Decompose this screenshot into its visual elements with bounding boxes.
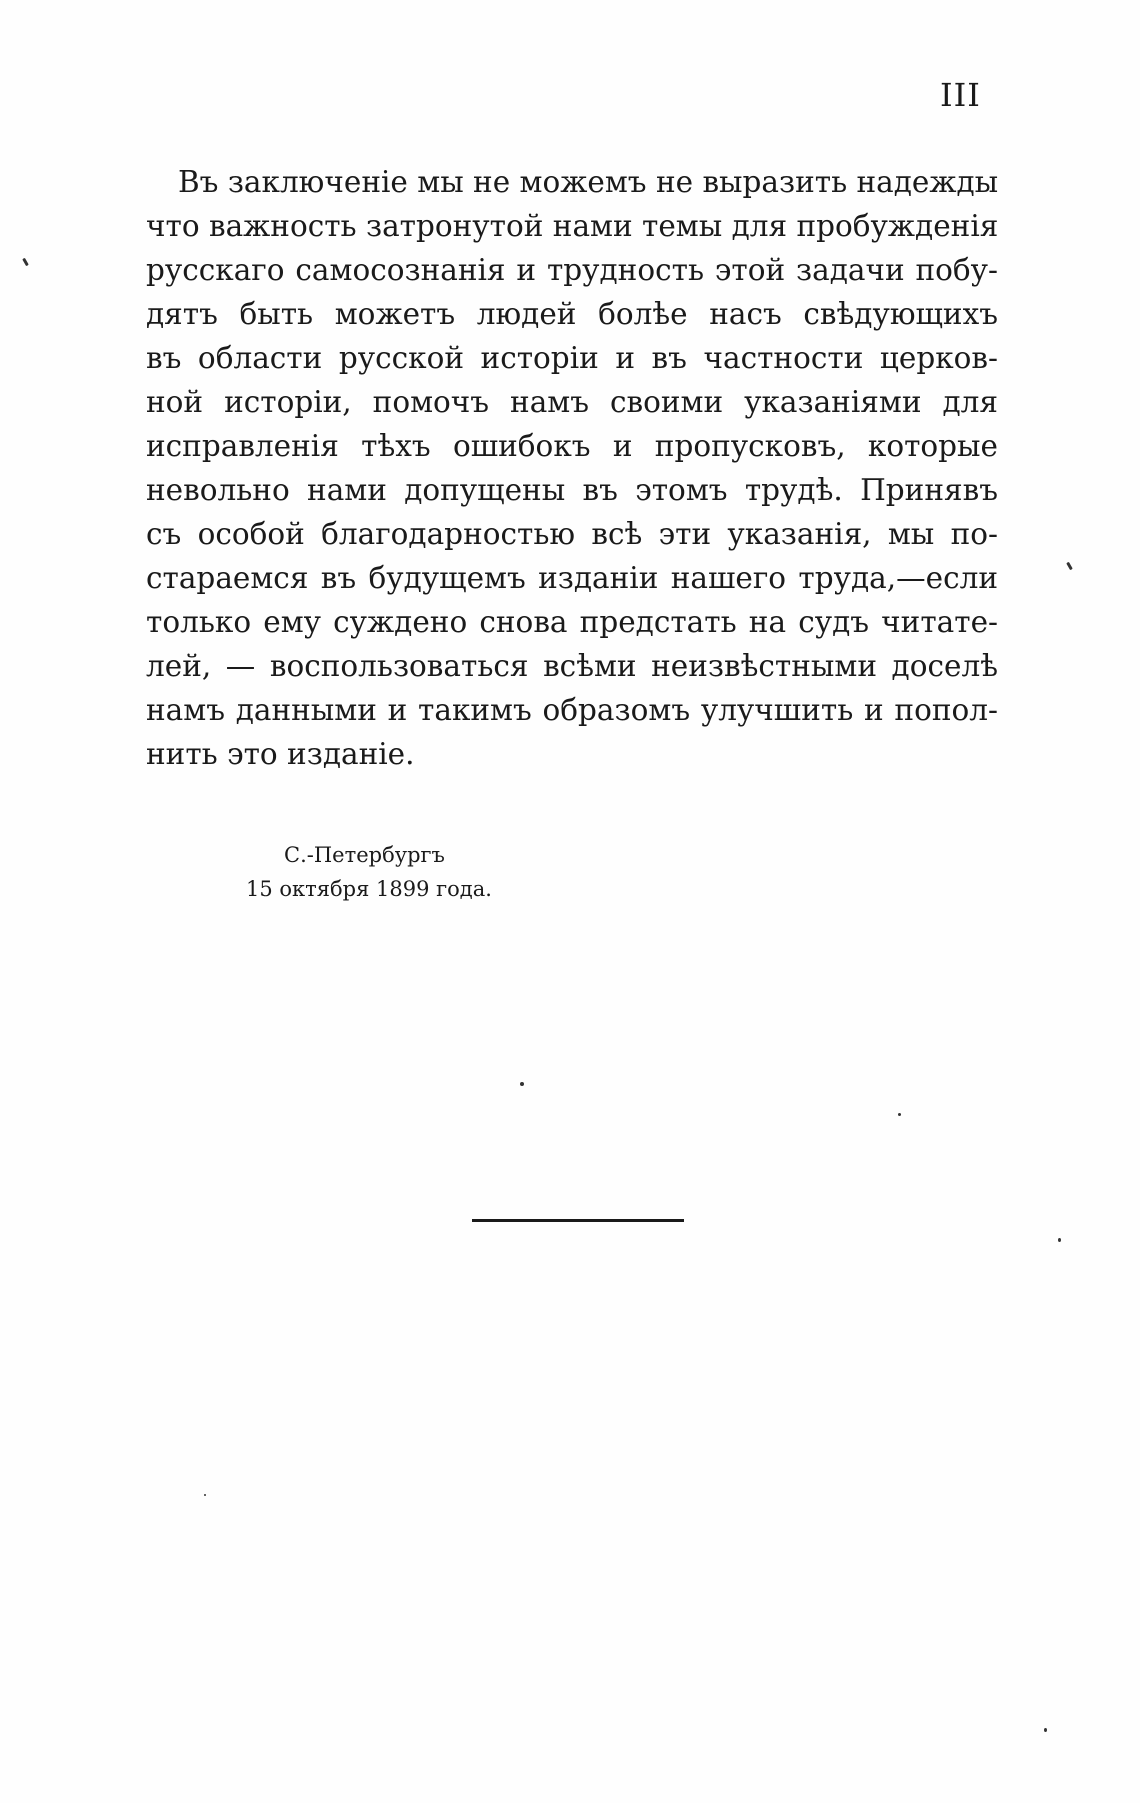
body-text bbox=[146, 160, 998, 776]
text-line: что важность затронутой нами темы для пробужденія bbox=[146, 209, 999, 243]
scan-speck bbox=[1066, 562, 1073, 570]
signature-date: 15 октября 1899 года. bbox=[246, 877, 492, 901]
text-line: намъ данными и такимъ образомъ улучшить и попол- bbox=[146, 693, 998, 727]
signature-place: С.-Петербургъ bbox=[284, 843, 445, 867]
text-line: лей, — воспользоваться всѣми неизвѣстными доселѣ bbox=[146, 649, 998, 683]
text-line: въ области русской исторіи и въ частности церков- bbox=[146, 341, 998, 375]
text-line: дятъ быть можетъ людей болѣе насъ свѣдующихъ bbox=[146, 297, 998, 331]
scan-speck bbox=[520, 1082, 524, 1086]
text-line: невольно нами допущены въ этомъ трудѣ. Принявъ bbox=[146, 473, 998, 507]
text-line: Въ заключеніе мы не можемъ не выразить надежды bbox=[178, 165, 999, 199]
text-line: стараемся въ будущемъ изданіи нашего труда,—если bbox=[146, 561, 998, 595]
scan-speck bbox=[204, 1494, 206, 1496]
text-line: только ему суждено снова предстать на судъ читате- bbox=[146, 605, 998, 639]
text-line: русскаго самосознанія и трудность этой задачи побу- bbox=[146, 253, 998, 287]
section-divider bbox=[472, 1219, 684, 1222]
scan-speck bbox=[22, 258, 29, 266]
page-number: III bbox=[940, 76, 981, 114]
scan-speck bbox=[898, 1113, 901, 1116]
scan-speck bbox=[1058, 1238, 1061, 1242]
scan-speck bbox=[1044, 1728, 1047, 1732]
text-line: ной исторіи, помочъ намъ своими указаніями для bbox=[146, 385, 998, 419]
text-line: съ особой благодарностью всѣ эти указанія, мы по- bbox=[146, 517, 998, 551]
text-line: исправленія тѣхъ ошибокъ и пропусковъ, которые bbox=[146, 429, 998, 463]
text-line: нить это изданіе. bbox=[146, 737, 415, 771]
signature-block bbox=[246, 838, 492, 906]
